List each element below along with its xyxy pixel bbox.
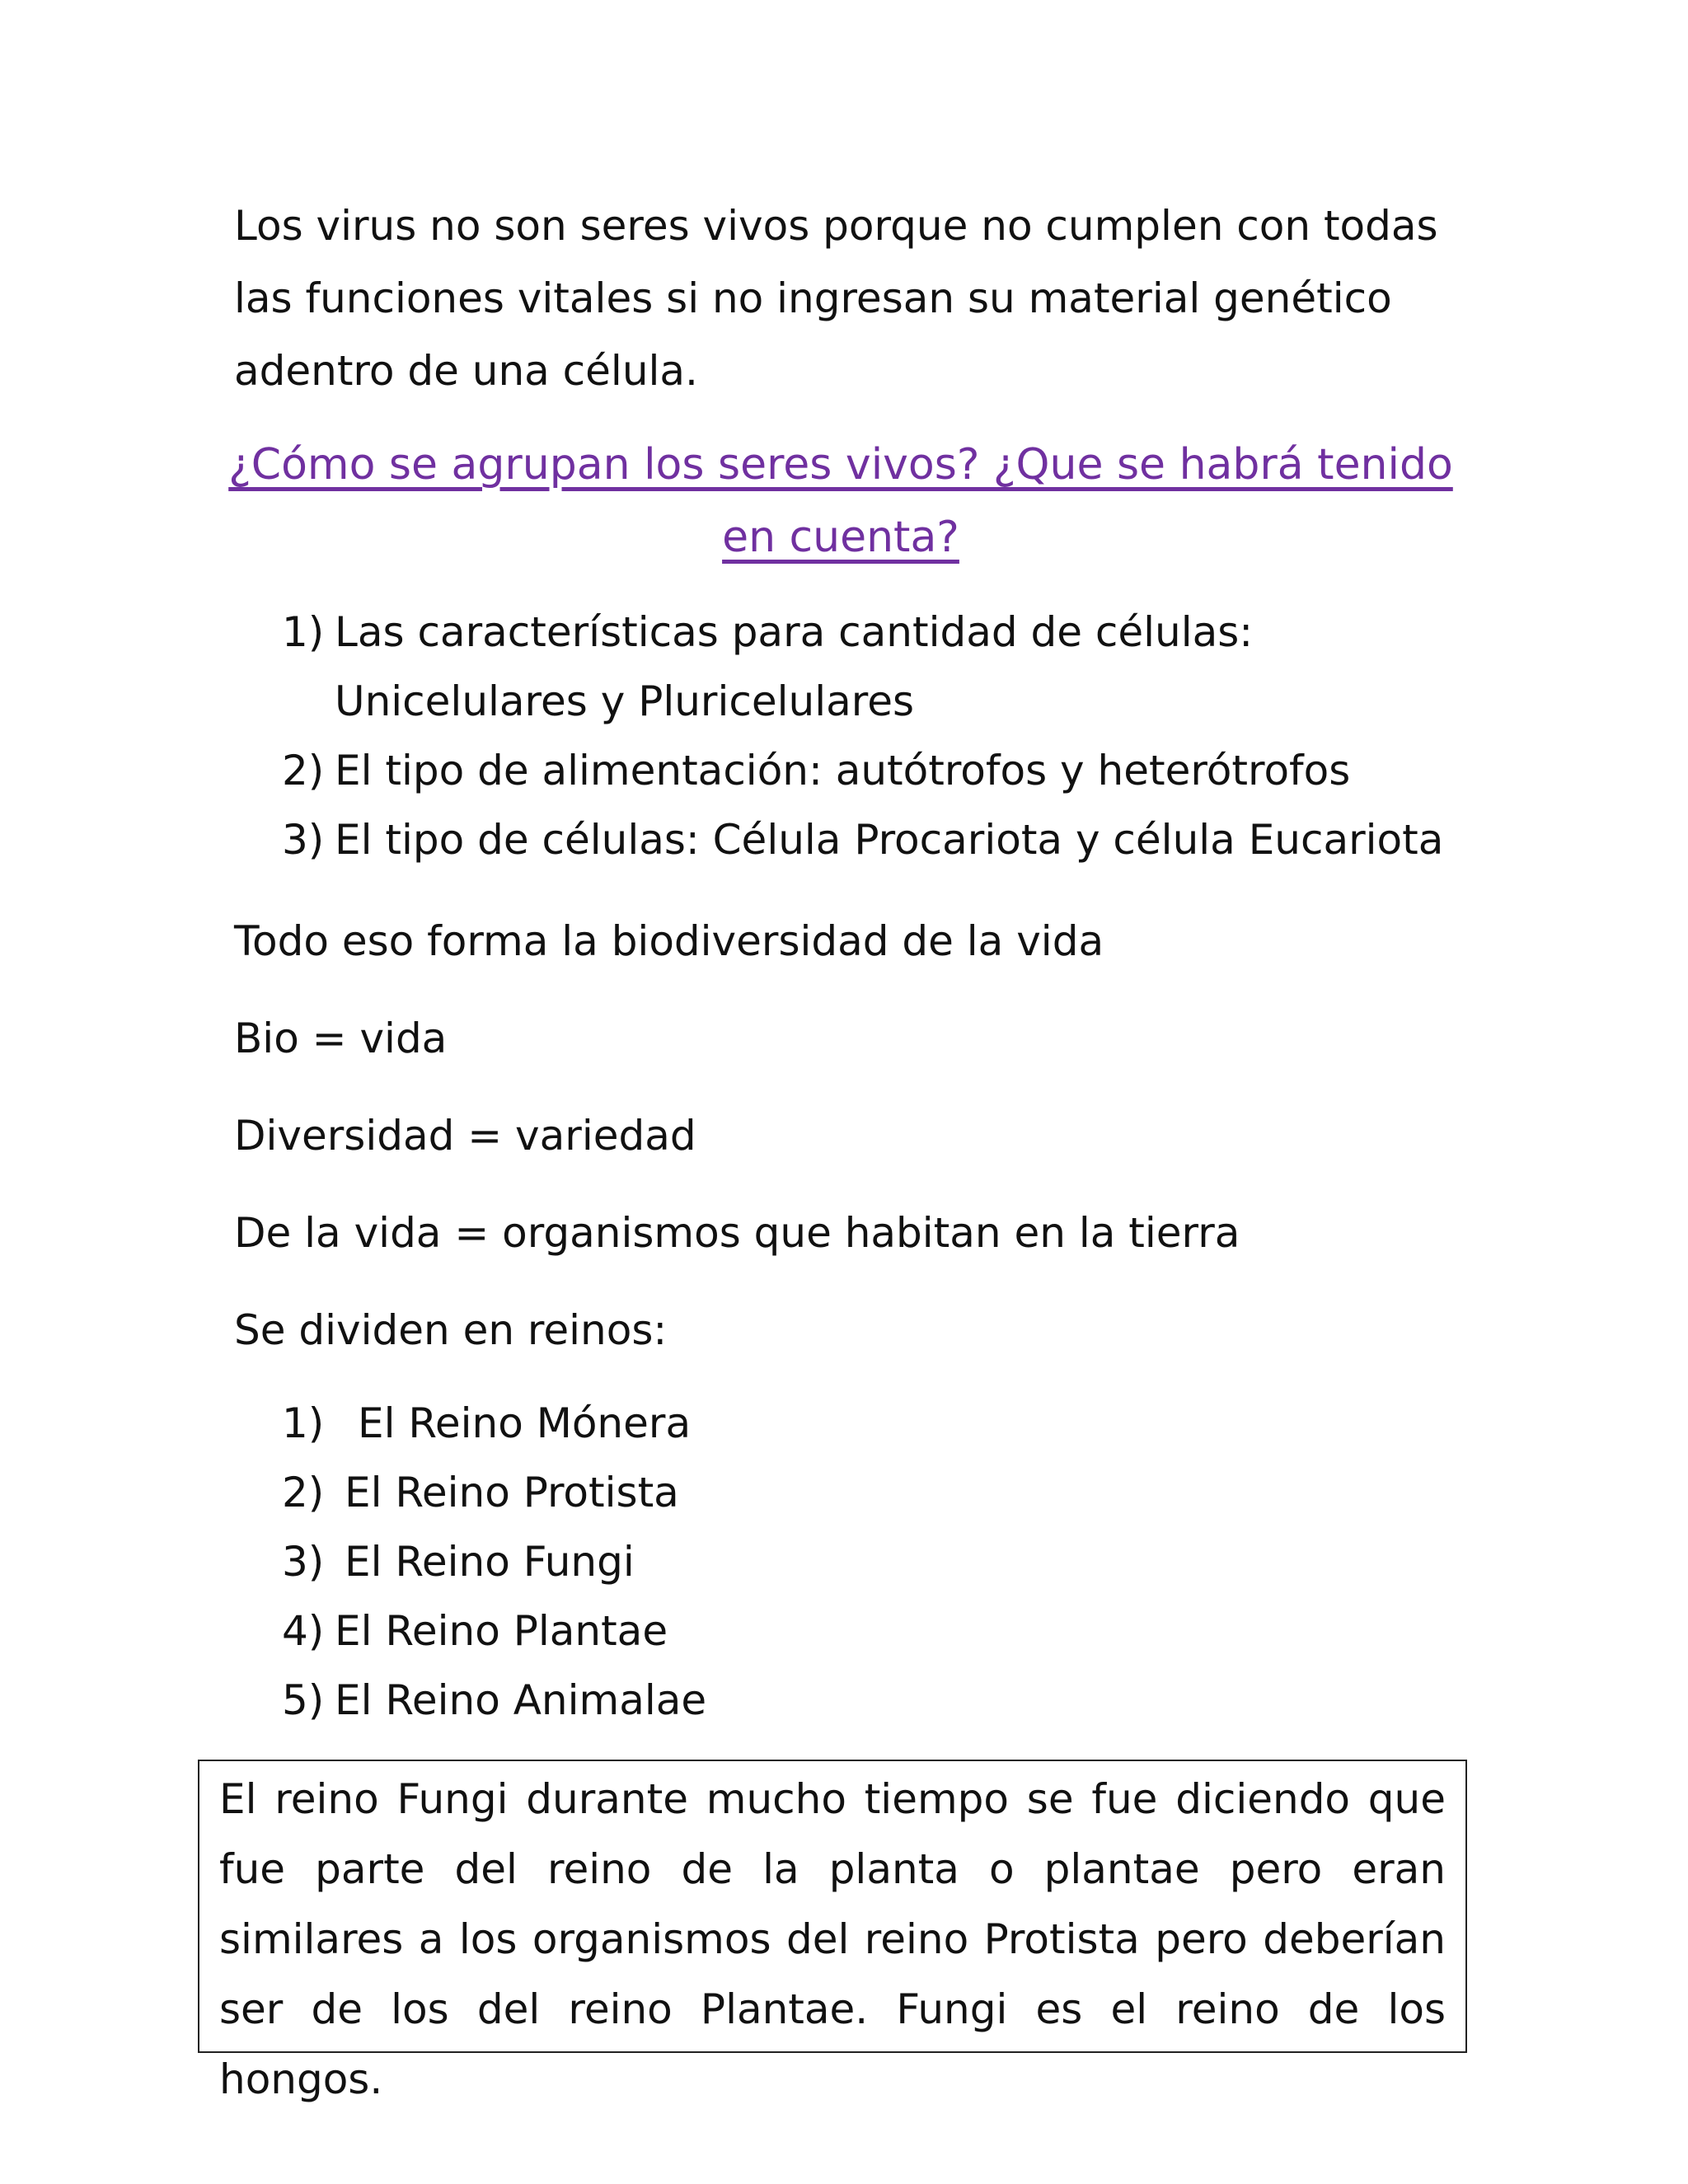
fungi-text-box <box>198 1760 1467 2103</box>
list-text: El Reino Protista <box>345 1469 679 1516</box>
list-item <box>282 1389 1024 1458</box>
intro-paragraph: Los virus no son seres vivos porque no cumplen con todas las funciones vitales si no ingresan su material genético adentro de una célula. <box>234 202 1438 395</box>
list-number: 4) <box>282 1607 325 1655</box>
list-number: 2) <box>282 1469 325 1516</box>
bio-definition: Bio = vida <box>234 1015 448 1062</box>
list-text: El Reino Plantae <box>335 1607 668 1655</box>
list-number: 1) <box>282 1399 325 1447</box>
list-text: El tipo de alimentación: autótrofos y heterótrofos <box>335 747 1351 794</box>
de-la-vida-definition: De la vida = organismos que habitan en la tierra <box>234 1209 1240 1257</box>
list-number: 1) <box>282 608 325 656</box>
question-heading: ¿Cómo se agrupan los seres vivos? ¿Que se habrá tenido en cuenta? <box>228 440 1453 562</box>
list-item <box>282 736 1518 805</box>
list-item <box>282 1666 1024 1735</box>
list-item <box>282 598 1518 736</box>
fungi-paragraph: El reino Fungi durante mucho tiempo se fue diciendo que fue parte del reino de la planta o plantae pero eran similares a los organismos del reino Protista pero deberían ser de los del reino Plantae. Fungi es el reino de los hongos. <box>219 1775 1446 2103</box>
diversidad-definition: Diversidad = variedad <box>234 1112 696 1160</box>
list-item <box>282 1527 1024 1596</box>
kingdoms-intro: Se dividen en reinos: <box>234 1306 668 1354</box>
list-item <box>282 1458 1024 1527</box>
biodiversity-line: Todo eso forma la biodiversidad de la vida <box>234 917 1104 965</box>
list-text: El Reino Mónera <box>358 1399 692 1447</box>
list-text: El Reino Fungi <box>345 1538 635 1586</box>
classification-criteria-list <box>282 598 1518 874</box>
list-text: Las características para cantidad de células: Unicelulares y Pluricelulares <box>335 608 1254 725</box>
list-number: 5) <box>282 1676 325 1724</box>
list-number: 3) <box>282 816 325 864</box>
list-number: 2) <box>282 747 325 794</box>
list-text: El Reino Animalae <box>335 1676 707 1724</box>
list-item <box>282 1596 1024 1666</box>
list-item <box>282 805 1518 874</box>
kingdoms-list <box>282 1389 1024 1735</box>
list-number: 3) <box>282 1538 325 1586</box>
list-text: El tipo de células: Célula Procariota y célula Eucariota <box>335 816 1444 864</box>
